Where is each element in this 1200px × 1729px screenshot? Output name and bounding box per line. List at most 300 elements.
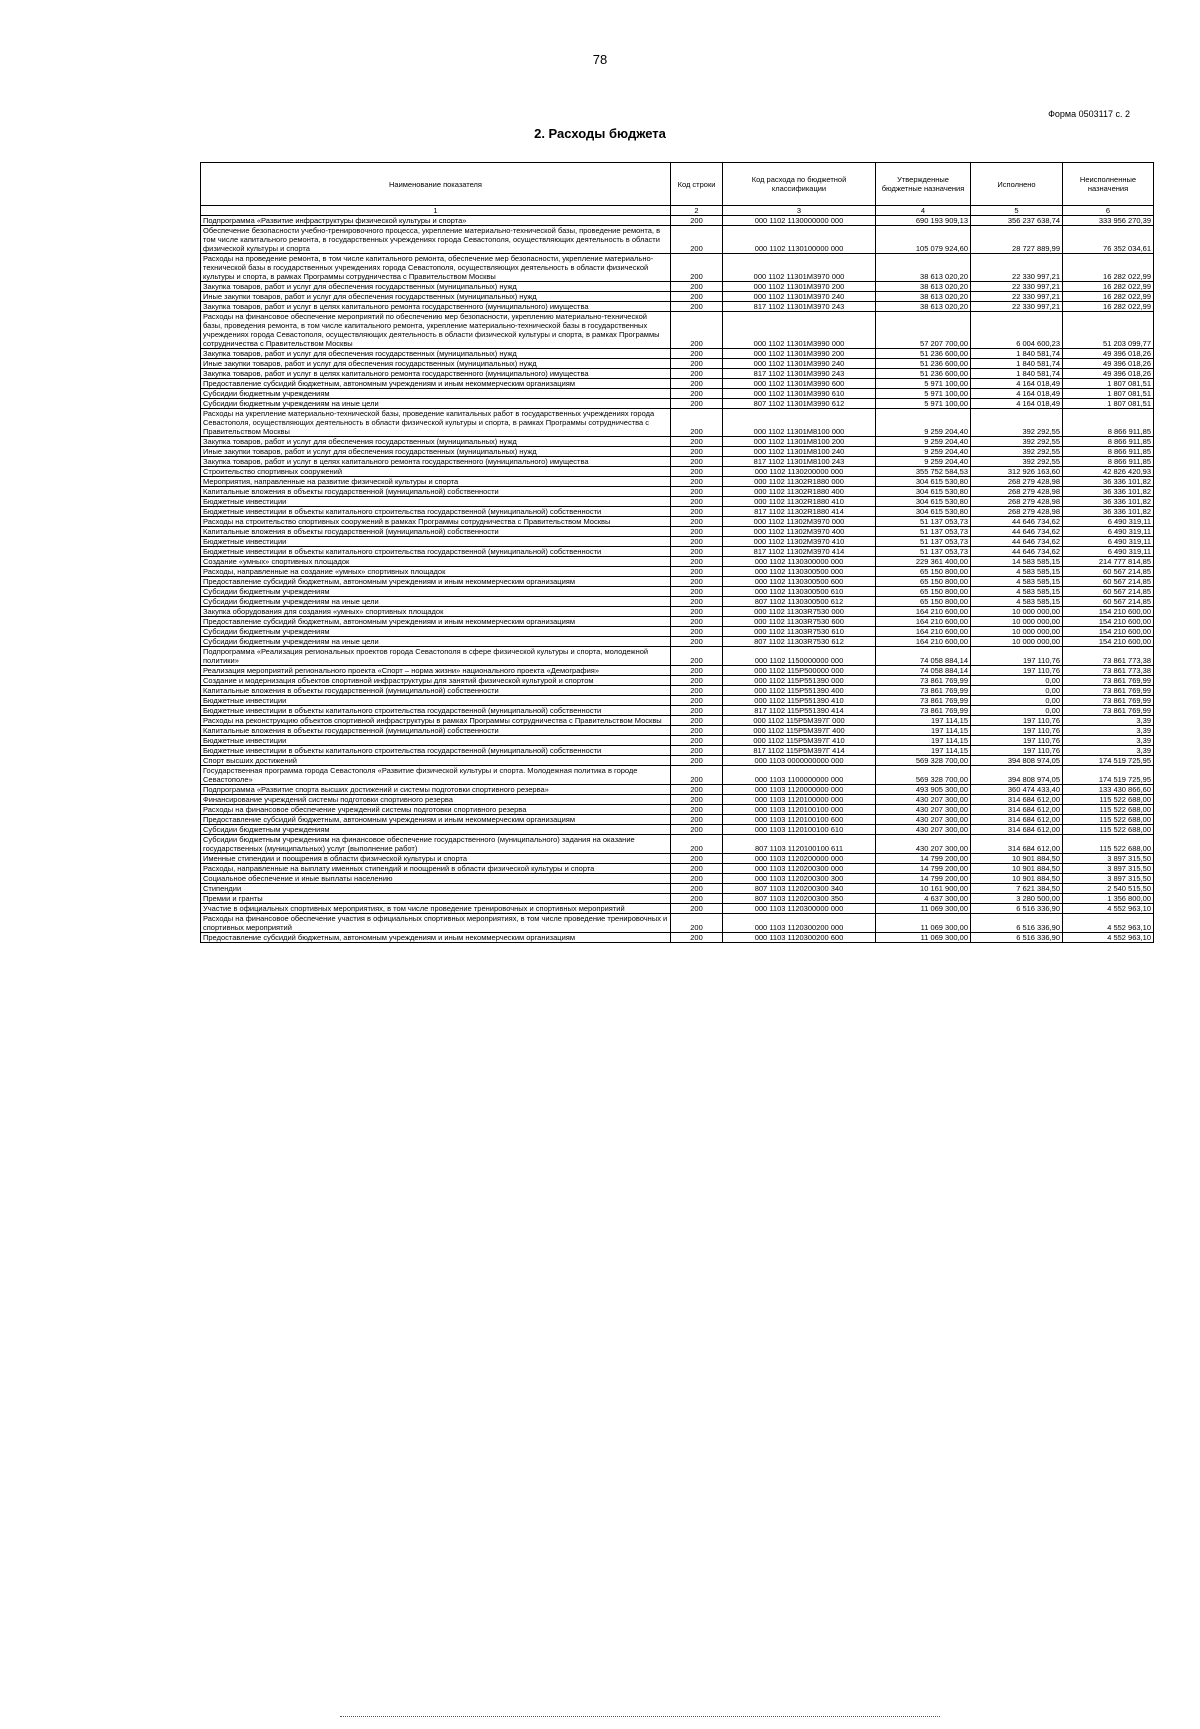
row-name-cell: Закупка товаров, работ и услуг в целях капитального ремонта государственного (муниципального) имущества — [201, 369, 671, 379]
executed-amount-cell: 1 840 581,74 — [971, 359, 1063, 369]
classification-code-cell: 000 1102 11301M3990 610 — [723, 389, 876, 399]
executed-amount-cell: 10 901 884,50 — [971, 874, 1063, 884]
row-code-cell: 200 — [671, 627, 723, 637]
table-row — [201, 756, 1154, 766]
row-name-cell: Социальное обеспечение и иные выплаты населению — [201, 874, 671, 884]
remaining-amount-cell: 1 807 081,51 — [1063, 379, 1154, 389]
row-name-cell: Бюджетные инвестиции в объекты капитального строительства государственной (муниципальной) собственности — [201, 547, 671, 557]
classification-code-cell: 000 1102 11303R7530 600 — [723, 617, 876, 627]
row-name-cell: Расходы на укрепление материально-технической базы, проведение капитальных работ в государственных учреждениях города Севастополя, осуществляющих деятельность в области физической культуры и спорта, в рамках Программы сотрудничества с Правительством Москвы — [201, 409, 671, 437]
table-row — [201, 746, 1154, 756]
row-name-cell: Субсидии бюджетным учреждениям — [201, 627, 671, 637]
remaining-amount-cell: 51 203 099,77 — [1063, 312, 1154, 349]
executed-amount-cell: 44 646 734,62 — [971, 547, 1063, 557]
executed-amount-cell: 314 684 612,00 — [971, 795, 1063, 805]
classification-code-cell: 000 1102 11302R1880 000 — [723, 477, 876, 487]
row-code-cell: 200 — [671, 577, 723, 587]
executed-amount-cell: 197 110,76 — [971, 666, 1063, 676]
row-name-cell: Участие в официальных спортивных мероприятиях, в том числе проведение тренировочных и спортивных мероприятий — [201, 904, 671, 914]
row-name-cell: Расходы на финансовое обеспечение мероприятий по обеспечению мер безопасности, укреплению материально-технической базы, проведения ремонта, в том числе капитального ремонта, укрепление материально-технической базы в государственных учреждениях города Севастополя, осуществляющих деятельность в области физической культуры и спорта, в рамках Программы сотрудничества с Правительством Москвы — [201, 312, 671, 349]
table-row — [201, 467, 1154, 477]
row-name-cell: Строительство спортивных сооружений — [201, 467, 671, 477]
approved-amount-cell: 430 207 300,00 — [876, 835, 971, 854]
table-row — [201, 766, 1154, 785]
approved-amount-cell: 304 615 530,80 — [876, 487, 971, 497]
approved-amount-cell: 74 058 884,14 — [876, 666, 971, 676]
row-code-cell: 200 — [671, 805, 723, 815]
approved-amount-cell: 164 210 600,00 — [876, 627, 971, 637]
row-code-cell: 200 — [671, 686, 723, 696]
table-row — [201, 359, 1154, 369]
classification-code-cell: 817 1102 11301M8100 243 — [723, 457, 876, 467]
approved-amount-cell: 65 150 800,00 — [876, 587, 971, 597]
remaining-amount-cell: 36 336 101,82 — [1063, 477, 1154, 487]
classification-code-cell: 817 1102 11302R1880 414 — [723, 507, 876, 517]
table-row — [201, 884, 1154, 894]
approved-amount-cell: 51 137 053,73 — [876, 527, 971, 537]
row-code-cell: 200 — [671, 497, 723, 507]
row-name-cell: Закупка товаров, работ и услуг в целях капитального ремонта государственного (муниципального) имущества — [201, 302, 671, 312]
approved-amount-cell: 9 259 204,40 — [876, 457, 971, 467]
row-code-cell: 200 — [671, 359, 723, 369]
remaining-amount-cell: 8 866 911,85 — [1063, 457, 1154, 467]
row-name-cell: Предоставление субсидий бюджетным, автономным учреждениям и иным некоммерческим организациям — [201, 577, 671, 587]
executed-amount-cell: 28 727 889,99 — [971, 226, 1063, 254]
approved-amount-cell: 197 114,15 — [876, 746, 971, 756]
table-row — [201, 457, 1154, 467]
row-name-cell: Закупка товаров, работ и услуг для обеспечения государственных (муниципальных) нужд — [201, 349, 671, 359]
executed-amount-cell: 0,00 — [971, 696, 1063, 706]
row-name-cell: Расходы, направленные на выплату именных стипендий и поощрений в области физической культуры и спорта — [201, 864, 671, 874]
executed-amount-cell: 10 000 000,00 — [971, 627, 1063, 637]
table-row — [201, 349, 1154, 359]
classification-code-cell: 000 1102 1130300500 600 — [723, 577, 876, 587]
approved-amount-cell: 197 114,15 — [876, 726, 971, 736]
classification-code-cell: 000 1103 1120200300 300 — [723, 874, 876, 884]
row-code-cell: 200 — [671, 447, 723, 457]
table-row — [201, 517, 1154, 527]
executed-amount-cell: 197 110,76 — [971, 746, 1063, 756]
remaining-amount-cell: 73 861 769,99 — [1063, 696, 1154, 706]
approved-amount-cell: 5 971 100,00 — [876, 379, 971, 389]
executed-amount-cell: 4 164 018,49 — [971, 379, 1063, 389]
approved-amount-cell: 14 799 200,00 — [876, 874, 971, 884]
classification-code-cell: 000 1102 1130300500 610 — [723, 587, 876, 597]
row-name-cell: Спорт высших достижений — [201, 756, 671, 766]
approved-amount-cell: 9 259 204,40 — [876, 447, 971, 457]
executed-amount-cell: 314 684 612,00 — [971, 835, 1063, 854]
classification-code-cell: 000 1103 1120200300 000 — [723, 864, 876, 874]
classification-code-cell: 000 1102 11301M3990 600 — [723, 379, 876, 389]
table-row — [201, 399, 1154, 409]
approved-amount-cell: 65 150 800,00 — [876, 597, 971, 607]
row-code-cell: 200 — [671, 914, 723, 933]
approved-amount-cell: 11 069 300,00 — [876, 914, 971, 933]
column-number: 5 — [971, 206, 1063, 216]
row-code-cell: 200 — [671, 547, 723, 557]
remaining-amount-cell: 3,39 — [1063, 726, 1154, 736]
remaining-amount-cell: 115 522 688,00 — [1063, 835, 1154, 854]
row-code-cell: 200 — [671, 766, 723, 785]
row-code-cell: 200 — [671, 815, 723, 825]
classification-code-cell: 000 1102 1130200000 000 — [723, 467, 876, 477]
row-name-cell: Расходы на строительство спортивных сооружений в рамках Программы сотрудничества с Правительством Москвы — [201, 517, 671, 527]
row-code-cell: 200 — [671, 894, 723, 904]
classification-code-cell: 817 1102 11301M3990 243 — [723, 369, 876, 379]
classification-code-cell: 000 1102 115P5M397Г 410 — [723, 736, 876, 746]
table-row — [201, 537, 1154, 547]
remaining-amount-cell: 6 490 319,11 — [1063, 517, 1154, 527]
table-body — [201, 216, 1154, 943]
row-name-cell: Иные закупки товаров, работ и услуг для обеспечения государственных (муниципальных) нужд — [201, 359, 671, 369]
table-row — [201, 666, 1154, 676]
classification-code-cell: 000 1102 115P551390 000 — [723, 676, 876, 686]
form-code: Форма 0503117 с. 2 — [1048, 109, 1130, 119]
column-number: 1 — [201, 206, 671, 216]
executed-amount-cell: 392 292,55 — [971, 447, 1063, 457]
remaining-amount-cell: 60 567 214,85 — [1063, 567, 1154, 577]
row-code-cell: 200 — [671, 349, 723, 359]
remaining-amount-cell: 60 567 214,85 — [1063, 577, 1154, 587]
remaining-amount-cell: 42 826 420,93 — [1063, 467, 1154, 477]
table-row — [201, 292, 1154, 302]
row-code-cell: 200 — [671, 477, 723, 487]
classification-code-cell: 000 1103 0000000000 000 — [723, 756, 876, 766]
remaining-amount-cell: 36 336 101,82 — [1063, 497, 1154, 507]
row-code-cell: 200 — [671, 517, 723, 527]
row-code-cell: 200 — [671, 884, 723, 894]
row-code-cell: 200 — [671, 933, 723, 943]
row-code-cell: 200 — [671, 399, 723, 409]
executed-amount-cell: 6 004 600,23 — [971, 312, 1063, 349]
row-code-cell: 200 — [671, 457, 723, 467]
row-name-cell: Предоставление субсидий бюджетным, автономным учреждениям и иным некоммерческим организациям — [201, 933, 671, 943]
executed-amount-cell: 392 292,55 — [971, 437, 1063, 447]
row-name-cell: Предоставление субсидий бюджетным, автономным учреждениям и иным некоммерческим организациям — [201, 617, 671, 627]
approved-amount-cell: 51 236 600,00 — [876, 349, 971, 359]
remaining-amount-cell: 214 777 814,85 — [1063, 557, 1154, 567]
classification-code-cell: 817 1102 115P551390 414 — [723, 706, 876, 716]
classification-code-cell: 817 1102 11302M3970 414 — [723, 547, 876, 557]
row-name-cell: Подпрограмма «Развитие спорта высших достижений и системы подготовки спортивного резерва» — [201, 785, 671, 795]
row-code-cell: 200 — [671, 567, 723, 577]
remaining-amount-cell: 73 861 769,99 — [1063, 686, 1154, 696]
expenses-table — [200, 162, 1154, 943]
row-code-cell: 200 — [671, 746, 723, 756]
approved-amount-cell: 38 613 020,20 — [876, 302, 971, 312]
executed-amount-cell: 4 164 018,49 — [971, 389, 1063, 399]
row-name-cell: Расходы на финансовое обеспечение участия в официальных спортивных мероприятиях, в том числе проведение тренировочных и спортивных мероприятий — [201, 914, 671, 933]
approved-amount-cell: 164 210 600,00 — [876, 637, 971, 647]
table-row — [201, 686, 1154, 696]
row-name-cell: Бюджетные инвестиции — [201, 736, 671, 746]
column-number: 4 — [876, 206, 971, 216]
row-code-cell: 200 — [671, 527, 723, 537]
row-code-cell: 200 — [671, 854, 723, 864]
approved-amount-cell: 304 615 530,80 — [876, 497, 971, 507]
table-row — [201, 795, 1154, 805]
column-number: 2 — [671, 206, 723, 216]
remaining-amount-cell: 6 490 319,11 — [1063, 537, 1154, 547]
table-row — [201, 477, 1154, 487]
remaining-amount-cell: 4 552 963,10 — [1063, 904, 1154, 914]
remaining-amount-cell: 73 861 773,38 — [1063, 647, 1154, 666]
row-code-cell: 200 — [671, 312, 723, 349]
row-name-cell: Субсидии бюджетным учреждениям — [201, 825, 671, 835]
approved-amount-cell: 11 069 300,00 — [876, 933, 971, 943]
row-name-cell: Премии и гранты — [201, 894, 671, 904]
executed-amount-cell: 22 330 997,21 — [971, 292, 1063, 302]
row-code-cell: 200 — [671, 864, 723, 874]
classification-code-cell: 817 1102 115P5M397Г 414 — [723, 746, 876, 756]
classification-code-cell: 000 1103 1100000000 000 — [723, 766, 876, 785]
row-code-cell: 200 — [671, 369, 723, 379]
approved-amount-cell: 9 259 204,40 — [876, 437, 971, 447]
executed-amount-cell: 10 000 000,00 — [971, 617, 1063, 627]
table-row — [201, 647, 1154, 666]
table-row — [201, 805, 1154, 815]
executed-amount-cell: 3 280 500,00 — [971, 894, 1063, 904]
executed-amount-cell: 197 110,76 — [971, 716, 1063, 726]
approved-amount-cell: 10 161 900,00 — [876, 884, 971, 894]
remaining-amount-cell: 4 552 963,10 — [1063, 933, 1154, 943]
executed-amount-cell: 268 279 428,98 — [971, 477, 1063, 487]
row-code-cell: 200 — [671, 696, 723, 706]
classification-code-cell: 000 1102 11302R1880 410 — [723, 497, 876, 507]
row-name-cell: Финансирование учреждений системы подготовки спортивного резерва — [201, 795, 671, 805]
row-code-cell: 200 — [671, 379, 723, 389]
remaining-amount-cell: 4 552 963,10 — [1063, 914, 1154, 933]
classification-code-cell: 000 1103 1120100100 610 — [723, 825, 876, 835]
column-number: 6 — [1063, 206, 1154, 216]
table-row — [201, 607, 1154, 617]
table-row — [201, 567, 1154, 577]
table-row — [201, 815, 1154, 825]
table-row — [201, 216, 1154, 226]
approved-amount-cell: 38 613 020,20 — [876, 282, 971, 292]
remaining-amount-cell: 76 352 034,61 — [1063, 226, 1154, 254]
table-row — [201, 914, 1154, 933]
row-name-cell: Предоставление субсидий бюджетным, автономным учреждениям и иным некоммерческим организациям — [201, 379, 671, 389]
approved-amount-cell: 51 137 053,73 — [876, 537, 971, 547]
classification-code-cell: 000 1102 1150000000 000 — [723, 647, 876, 666]
approved-amount-cell: 5 971 100,00 — [876, 399, 971, 409]
executed-amount-cell: 356 237 638,74 — [971, 216, 1063, 226]
remaining-amount-cell: 115 522 688,00 — [1063, 805, 1154, 815]
classification-code-cell: 000 1102 11301M3970 000 — [723, 254, 876, 282]
remaining-amount-cell: 49 396 018,26 — [1063, 359, 1154, 369]
approved-amount-cell: 73 861 769,99 — [876, 686, 971, 696]
executed-amount-cell: 10 901 884,50 — [971, 864, 1063, 874]
executed-amount-cell: 22 330 997,21 — [971, 282, 1063, 292]
column-number: 3 — [723, 206, 876, 216]
classification-code-cell: 000 1102 115P5M397Г 000 — [723, 716, 876, 726]
remaining-amount-cell: 6 490 319,11 — [1063, 527, 1154, 537]
row-code-cell: 200 — [671, 607, 723, 617]
page-bottom-divider — [340, 1716, 940, 1717]
row-name-cell: Закупка товаров, работ и услуг для обеспечения государственных (муниципальных) нужд — [201, 282, 671, 292]
row-name-cell: Бюджетные инвестиции в объекты капитального строительства государственной (муниципальной) собственности — [201, 706, 671, 716]
classification-code-cell: 000 1102 1130300000 000 — [723, 557, 876, 567]
executed-amount-cell: 394 808 974,05 — [971, 756, 1063, 766]
row-name-cell: Субсидии бюджетным учреждениям на иные цели — [201, 597, 671, 607]
approved-amount-cell: 4 637 300,00 — [876, 894, 971, 904]
executed-amount-cell: 268 279 428,98 — [971, 507, 1063, 517]
remaining-amount-cell: 6 490 319,11 — [1063, 547, 1154, 557]
executed-amount-cell: 4 583 585,15 — [971, 567, 1063, 577]
executed-amount-cell: 44 646 734,62 — [971, 527, 1063, 537]
column-header-executed: Исполнено — [971, 163, 1063, 206]
classification-code-cell: 000 1102 11301M3990 240 — [723, 359, 876, 369]
approved-amount-cell: 164 210 600,00 — [876, 617, 971, 627]
remaining-amount-cell: 60 567 214,85 — [1063, 597, 1154, 607]
classification-code-cell: 807 1102 11303R7530 612 — [723, 637, 876, 647]
executed-amount-cell: 4 583 585,15 — [971, 577, 1063, 587]
table-row — [201, 716, 1154, 726]
classification-code-cell: 000 1103 1120100000 000 — [723, 795, 876, 805]
table-row — [201, 527, 1154, 537]
table-row — [201, 835, 1154, 854]
row-code-cell: 200 — [671, 302, 723, 312]
remaining-amount-cell: 16 282 022,99 — [1063, 292, 1154, 302]
table-row — [201, 379, 1154, 389]
executed-amount-cell: 1 840 581,74 — [971, 369, 1063, 379]
remaining-amount-cell: 174 519 725,95 — [1063, 766, 1154, 785]
row-code-cell: 200 — [671, 835, 723, 854]
table-row — [201, 389, 1154, 399]
classification-code-cell: 000 1102 11301M3970 240 — [723, 292, 876, 302]
approved-amount-cell: 105 079 924,60 — [876, 226, 971, 254]
remaining-amount-cell: 8 866 911,85 — [1063, 409, 1154, 437]
executed-amount-cell: 0,00 — [971, 706, 1063, 716]
classification-code-cell: 000 1103 1120300200 600 — [723, 933, 876, 943]
approved-amount-cell: 304 615 530,80 — [876, 477, 971, 487]
executed-amount-cell: 6 516 336,90 — [971, 933, 1063, 943]
row-code-cell: 200 — [671, 557, 723, 567]
remaining-amount-cell: 1 807 081,51 — [1063, 399, 1154, 409]
table-row — [201, 302, 1154, 312]
table-row — [201, 369, 1154, 379]
executed-amount-cell: 44 646 734,62 — [971, 517, 1063, 527]
remaining-amount-cell: 154 210 600,00 — [1063, 607, 1154, 617]
row-name-cell: Бюджетные инвестиции — [201, 497, 671, 507]
table-row — [201, 637, 1154, 647]
remaining-amount-cell: 333 956 270,39 — [1063, 216, 1154, 226]
table-row — [201, 904, 1154, 914]
executed-amount-cell: 22 330 997,21 — [971, 302, 1063, 312]
row-code-cell: 200 — [671, 226, 723, 254]
row-name-cell: Бюджетные инвестиции в объекты капитального строительства государственной (муниципальной) собственности — [201, 746, 671, 756]
remaining-amount-cell: 36 336 101,82 — [1063, 487, 1154, 497]
remaining-amount-cell: 73 861 769,99 — [1063, 676, 1154, 686]
row-name-cell: Закупка товаров, работ и услуг для обеспечения государственных (муниципальных) нужд — [201, 437, 671, 447]
table-row — [201, 497, 1154, 507]
classification-code-cell: 000 1102 11301M8100 240 — [723, 447, 876, 457]
classification-code-cell: 000 1102 11301M3990 200 — [723, 349, 876, 359]
remaining-amount-cell: 3 897 315,50 — [1063, 864, 1154, 874]
remaining-amount-cell: 36 336 101,82 — [1063, 507, 1154, 517]
remaining-amount-cell: 49 396 018,26 — [1063, 369, 1154, 379]
executed-amount-cell: 0,00 — [971, 686, 1063, 696]
remaining-amount-cell: 3 897 315,50 — [1063, 874, 1154, 884]
table-row — [201, 312, 1154, 349]
executed-amount-cell: 312 926 163,60 — [971, 467, 1063, 477]
classification-code-cell: 000 1102 115P551390 410 — [723, 696, 876, 706]
row-name-cell: Субсидии бюджетным учреждениям — [201, 587, 671, 597]
classification-code-cell: 000 1103 1120100100 600 — [723, 815, 876, 825]
row-name-cell: Капитальные вложения в объекты государственной (муниципальной) собственности — [201, 527, 671, 537]
table-row — [201, 597, 1154, 607]
classification-code-cell: 807 1102 1130300500 612 — [723, 597, 876, 607]
approved-amount-cell: 51 236 600,00 — [876, 359, 971, 369]
approved-amount-cell: 38 613 020,20 — [876, 254, 971, 282]
classification-code-cell: 807 1102 11301M3990 612 — [723, 399, 876, 409]
table-row — [201, 226, 1154, 254]
row-name-cell: Расходы на проведение ремонта, в том числе капитального ремонта, обеспечение мер безопасности, укрепление материально-технической базы в государственных учреждениях города Севастополя, осуществляющих деятельность в области физической культуры и спорта, в рамках Программы сотрудничества с Правительством Москвы — [201, 254, 671, 282]
table-row — [201, 864, 1154, 874]
executed-amount-cell: 197 110,76 — [971, 726, 1063, 736]
row-name-cell: Именные стипендии и поощрения в области физической культуры и спорта — [201, 854, 671, 864]
remaining-amount-cell: 115 522 688,00 — [1063, 825, 1154, 835]
row-name-cell: Капитальные вложения в объекты государственной (муниципальной) собственности — [201, 726, 671, 736]
row-name-cell: Субсидии бюджетным учреждениям — [201, 389, 671, 399]
row-name-cell: Бюджетные инвестиции — [201, 696, 671, 706]
remaining-amount-cell: 16 282 022,99 — [1063, 282, 1154, 292]
remaining-amount-cell: 3,39 — [1063, 716, 1154, 726]
row-code-cell: 200 — [671, 825, 723, 835]
remaining-amount-cell: 60 567 214,85 — [1063, 587, 1154, 597]
executed-amount-cell: 197 110,76 — [971, 736, 1063, 746]
classification-code-cell: 000 1102 115P5M397Г 400 — [723, 726, 876, 736]
column-number-row — [201, 206, 1154, 216]
remaining-amount-cell: 73 861 773,38 — [1063, 666, 1154, 676]
table-row — [201, 933, 1154, 943]
table-row — [201, 696, 1154, 706]
executed-amount-cell: 4 164 018,49 — [971, 399, 1063, 409]
column-header-classification: Код расхода по бюджетной классификации — [723, 163, 876, 206]
executed-amount-cell: 0,00 — [971, 676, 1063, 686]
classification-code-cell: 000 1102 11303R7530 610 — [723, 627, 876, 637]
approved-amount-cell: 51 137 053,73 — [876, 517, 971, 527]
approved-amount-cell: 569 328 700,00 — [876, 756, 971, 766]
row-code-cell: 200 — [671, 587, 723, 597]
row-name-cell: Расходы, направленные на создание «умных» спортивных площадок — [201, 567, 671, 577]
executed-amount-cell: 268 279 428,98 — [971, 487, 1063, 497]
row-name-cell: Расходы на реконструкцию объектов спортивной инфраструктуры в рамках Программы сотрудничества с Правительством Москвы — [201, 716, 671, 726]
row-code-cell: 200 — [671, 487, 723, 497]
approved-amount-cell: 197 114,15 — [876, 736, 971, 746]
classification-code-cell: 000 1103 1120300200 000 — [723, 914, 876, 933]
row-name-cell: Государственная программа города Севастополя «Развитие физической культуры и спорта. Молодежная политика в городе Севастополе» — [201, 766, 671, 785]
row-code-cell: 200 — [671, 795, 723, 805]
row-name-cell: Бюджетные инвестиции в объекты капитального строительства государственной (муниципальной) собственности — [201, 507, 671, 517]
table-row — [201, 894, 1154, 904]
remaining-amount-cell: 1 807 081,51 — [1063, 389, 1154, 399]
executed-amount-cell: 4 583 585,15 — [971, 587, 1063, 597]
classification-code-cell: 000 1102 1130000000 000 — [723, 216, 876, 226]
row-code-cell: 200 — [671, 597, 723, 607]
row-name-cell: Подпрограмма «Реализация региональных проектов города Севастополя в сфере физической культуры и спорта, молодежной политики» — [201, 647, 671, 666]
table-row — [201, 617, 1154, 627]
remaining-amount-cell: 16 282 022,99 — [1063, 302, 1154, 312]
executed-amount-cell: 360 474 433,40 — [971, 785, 1063, 795]
executed-amount-cell: 268 279 428,98 — [971, 497, 1063, 507]
table-row — [201, 736, 1154, 746]
row-code-cell: 200 — [671, 647, 723, 666]
table-row — [201, 507, 1154, 517]
approved-amount-cell: 304 615 530,80 — [876, 507, 971, 517]
table-row — [201, 437, 1154, 447]
